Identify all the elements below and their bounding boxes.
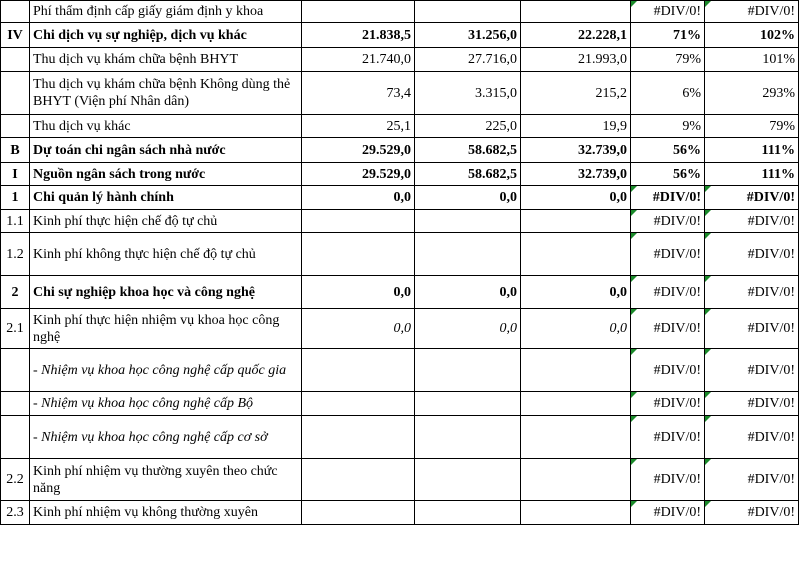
table-row	[1, 349, 799, 392]
value-cell: 3.315,0	[415, 72, 521, 115]
percent-cell: #DIV/0!	[705, 416, 799, 459]
value-cell: 0,0	[302, 309, 415, 349]
value-cell	[302, 349, 415, 392]
percent-cell: 79%	[705, 115, 799, 138]
row-description: Phí thẩm định cấp giấy giám định y khoa	[30, 1, 302, 23]
row-index: 2.1	[1, 309, 30, 349]
value-cell	[415, 501, 521, 525]
percent-cell: #DIV/0!	[631, 392, 705, 416]
row-description: Kinh phí thực hiện nhiệm vụ khoa học công nghệ	[30, 309, 302, 349]
table-row	[1, 276, 799, 309]
value-cell	[415, 349, 521, 392]
row-index: I	[1, 163, 30, 186]
table-row	[1, 210, 799, 233]
value-cell: 0,0	[415, 186, 521, 210]
value-cell	[415, 416, 521, 459]
percent-cell: 101%	[705, 48, 799, 72]
row-index: IV	[1, 23, 30, 48]
row-description: Dự toán chi ngân sách nhà nước	[30, 138, 302, 163]
percent-cell: 56%	[631, 138, 705, 163]
table-row	[1, 186, 799, 210]
row-index: 1.1	[1, 210, 30, 233]
percent-cell: #DIV/0!	[631, 459, 705, 501]
percent-cell: #DIV/0!	[631, 1, 705, 23]
value-cell: 58.682,5	[415, 163, 521, 186]
value-cell	[521, 501, 631, 525]
value-cell: 32.739,0	[521, 163, 631, 186]
value-cell	[415, 210, 521, 233]
table-row	[1, 309, 799, 349]
row-index: 2.3	[1, 501, 30, 525]
percent-cell: #DIV/0!	[631, 210, 705, 233]
table-row	[1, 163, 799, 186]
value-cell: 0,0	[521, 309, 631, 349]
row-description: Kinh phí nhiệm vụ thường xuyên theo chức năng	[30, 459, 302, 501]
value-cell: 22.228,1	[521, 23, 631, 48]
table-row	[1, 416, 799, 459]
value-cell: 27.716,0	[415, 48, 521, 72]
percent-cell: #DIV/0!	[631, 233, 705, 276]
table-row	[1, 115, 799, 138]
percent-cell: #DIV/0!	[705, 1, 799, 23]
value-cell: 21.838,5	[302, 23, 415, 48]
row-index: B	[1, 138, 30, 163]
percent-cell: #DIV/0!	[631, 309, 705, 349]
row-index: 1	[1, 186, 30, 210]
value-cell: 0,0	[521, 276, 631, 309]
table-row	[1, 1, 799, 23]
table-row	[1, 48, 799, 72]
value-cell	[302, 210, 415, 233]
value-cell: 0,0	[302, 186, 415, 210]
table-row	[1, 501, 799, 525]
percent-cell: #DIV/0!	[631, 276, 705, 309]
value-cell: 225,0	[415, 115, 521, 138]
row-description: Kinh phí thực hiện chế độ tự chủ	[30, 210, 302, 233]
percent-cell: 6%	[631, 72, 705, 115]
row-description: - Nhiệm vụ khoa học công nghệ cấp Bộ	[30, 392, 302, 416]
percent-cell: 56%	[631, 163, 705, 186]
percent-cell: 9%	[631, 115, 705, 138]
row-description: Thu dịch vụ khác	[30, 115, 302, 138]
percent-cell: #DIV/0!	[631, 501, 705, 525]
row-index	[1, 1, 30, 23]
table-row	[1, 233, 799, 276]
percent-cell: #DIV/0!	[705, 233, 799, 276]
value-cell	[302, 459, 415, 501]
value-cell: 0,0	[415, 276, 521, 309]
table-row	[1, 72, 799, 115]
row-description: Chi dịch vụ sự nghiệp, dịch vụ khác	[30, 23, 302, 48]
value-cell: 32.739,0	[521, 138, 631, 163]
percent-cell: 79%	[631, 48, 705, 72]
percent-cell: #DIV/0!	[631, 416, 705, 459]
value-cell: 25,1	[302, 115, 415, 138]
percent-cell: 102%	[705, 23, 799, 48]
row-index	[1, 349, 30, 392]
value-cell	[415, 459, 521, 501]
value-cell	[521, 392, 631, 416]
table-row	[1, 392, 799, 416]
value-cell	[521, 210, 631, 233]
percent-cell: #DIV/0!	[705, 276, 799, 309]
row-description: Chi quản lý hành chính	[30, 186, 302, 210]
value-cell: 215,2	[521, 72, 631, 115]
table-row	[1, 459, 799, 501]
row-index: 2	[1, 276, 30, 309]
row-description: Chi sự nghiệp khoa học và công nghệ	[30, 276, 302, 309]
value-cell	[302, 1, 415, 23]
value-cell	[302, 233, 415, 276]
value-cell	[521, 416, 631, 459]
row-index: 1.2	[1, 233, 30, 276]
row-index	[1, 416, 30, 459]
table-row	[1, 23, 799, 48]
percent-cell: 111%	[705, 138, 799, 163]
value-cell: 0,0	[302, 276, 415, 309]
row-index	[1, 72, 30, 115]
value-cell	[302, 416, 415, 459]
value-cell	[521, 1, 631, 23]
percent-cell: #DIV/0!	[705, 459, 799, 501]
row-description: Kinh phí nhiệm vụ không thường xuyên	[30, 501, 302, 525]
percent-cell: #DIV/0!	[631, 349, 705, 392]
value-cell	[302, 501, 415, 525]
value-cell	[415, 1, 521, 23]
value-cell	[521, 233, 631, 276]
value-cell: 21.740,0	[302, 48, 415, 72]
row-description: - Nhiệm vụ khoa học công nghệ cấp cơ sở	[30, 416, 302, 459]
row-description: Kinh phí không thực hiện chế độ tự chủ	[30, 233, 302, 276]
row-index	[1, 392, 30, 416]
percent-cell: #DIV/0!	[705, 501, 799, 525]
percent-cell: #DIV/0!	[705, 309, 799, 349]
percent-cell: #DIV/0!	[705, 186, 799, 210]
value-cell: 29.529,0	[302, 163, 415, 186]
row-index	[1, 115, 30, 138]
value-cell	[415, 233, 521, 276]
value-cell	[415, 392, 521, 416]
percent-cell: #DIV/0!	[705, 392, 799, 416]
value-cell: 58.682,5	[415, 138, 521, 163]
percent-cell: #DIV/0!	[631, 186, 705, 210]
row-description: Nguồn ngân sách trong nước	[30, 163, 302, 186]
percent-cell: 111%	[705, 163, 799, 186]
percent-cell: 71%	[631, 23, 705, 48]
row-index	[1, 48, 30, 72]
value-cell: 0,0	[521, 186, 631, 210]
value-cell	[521, 459, 631, 501]
row-description: - Nhiệm vụ khoa học công nghệ cấp quốc gia	[30, 349, 302, 392]
value-cell: 31.256,0	[415, 23, 521, 48]
value-cell: 0,0	[415, 309, 521, 349]
value-cell	[521, 349, 631, 392]
value-cell: 21.993,0	[521, 48, 631, 72]
value-cell: 73,4	[302, 72, 415, 115]
row-index: 2.2	[1, 459, 30, 501]
value-cell: 19,9	[521, 115, 631, 138]
table-row	[1, 138, 799, 163]
percent-cell: #DIV/0!	[705, 349, 799, 392]
row-description: Thu dịch vụ khám chữa bệnh Không dùng thẻ BHYT (Viện phí Nhân dân)	[30, 72, 302, 115]
percent-cell: 293%	[705, 72, 799, 115]
row-description: Thu dịch vụ khám chữa bệnh BHYT	[30, 48, 302, 72]
percent-cell: #DIV/0!	[705, 210, 799, 233]
value-cell	[302, 392, 415, 416]
value-cell: 29.529,0	[302, 138, 415, 163]
